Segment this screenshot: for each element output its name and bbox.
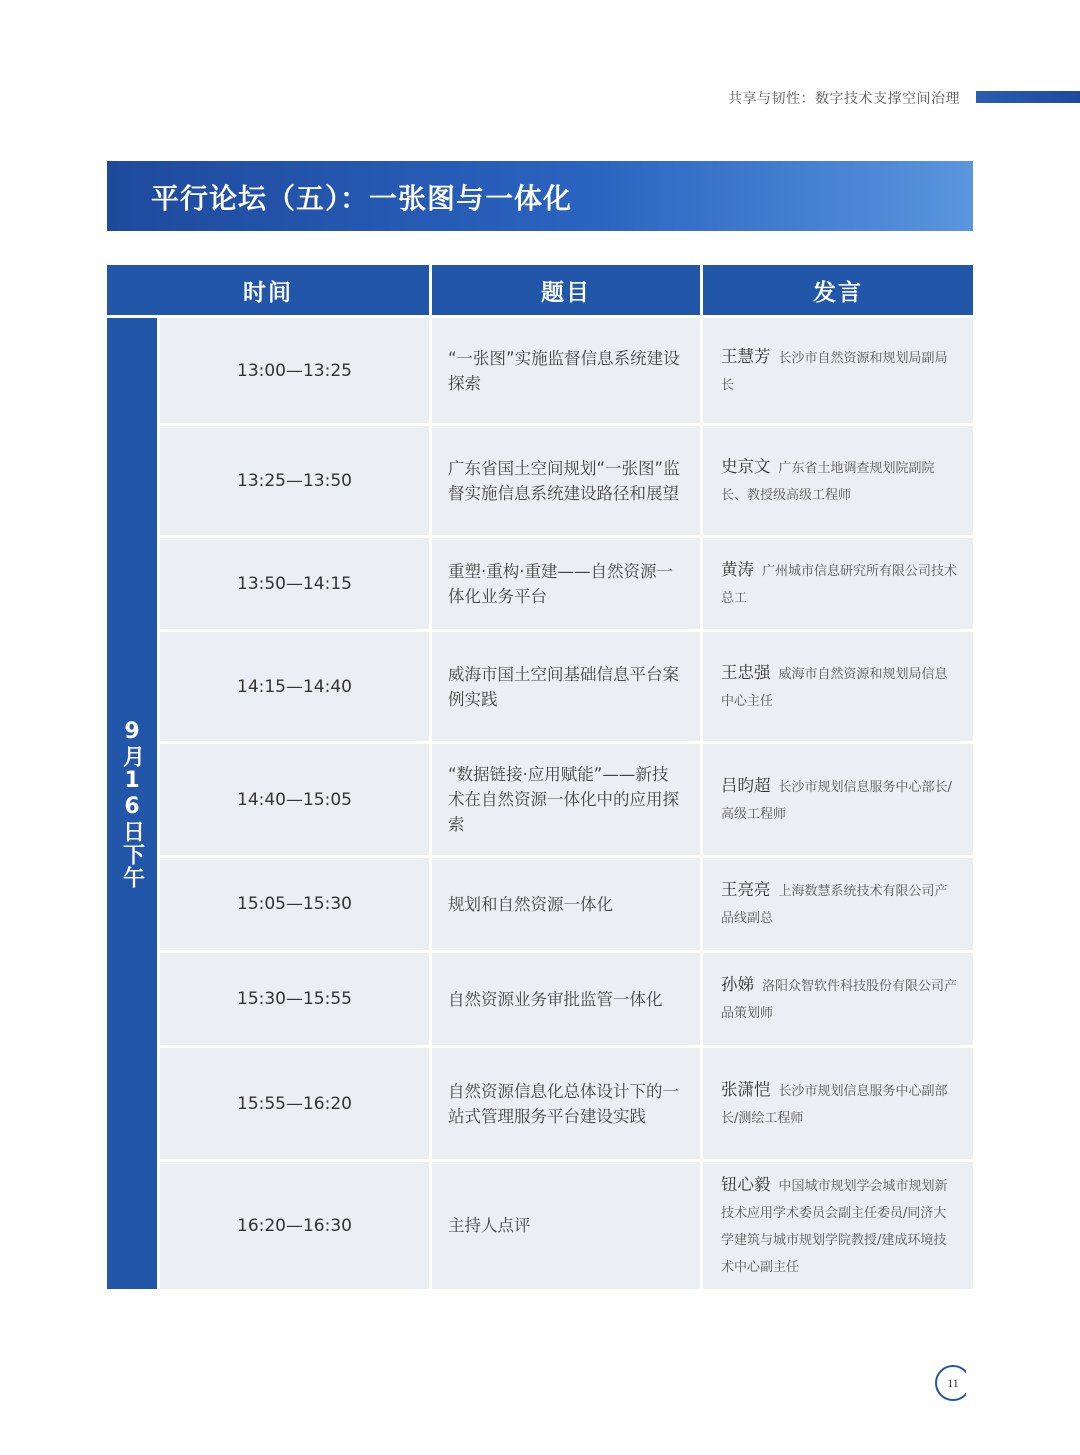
row-topic: 主持人点评	[432, 1162, 700, 1289]
table-rows	[160, 318, 973, 1289]
speaker-title: 长沙市自然资源和规划局副局长	[721, 350, 948, 393]
speaker-title: 长沙市规划信息服务中心副部长/测绘工程师	[721, 1083, 948, 1126]
date-column	[107, 318, 157, 1289]
table-row	[160, 953, 973, 1045]
table-row	[160, 1048, 973, 1159]
row-topic: 重塑·重构·重建——自然资源一体化业务平台	[432, 538, 700, 629]
header-accent-bar	[976, 91, 1080, 103]
row-topic: 广东省国土空间规划“一张图”监督实施信息系统建设路径和展望	[432, 426, 700, 535]
speaker-name: 钮心毅	[721, 1174, 771, 1194]
speaker-name: 吕昀超	[721, 775, 771, 795]
header-speaker: 发言	[703, 265, 973, 315]
table-row	[160, 426, 973, 535]
row-time: 13:25—13:50	[160, 426, 429, 535]
row-speaker	[703, 318, 973, 423]
speaker-title: 威海市自然资源和规划局信息中心主任	[721, 666, 948, 709]
row-speaker	[703, 1048, 973, 1159]
row-time: 15:05—15:30	[160, 858, 429, 950]
row-speaker	[703, 1162, 973, 1289]
row-speaker	[703, 744, 973, 855]
row-topic: 威海市国土空间基础信息平台案例实践	[432, 632, 700, 741]
schedule-table	[107, 265, 973, 1289]
row-time: 15:55—16:20	[160, 1048, 429, 1159]
section-title-band	[107, 161, 973, 231]
speaker-title: 中国城市规划学会城市规划新技术应用学术委员会副主任委员/同济大学建筑与城市规划学院教授/建成环境技术中心副主任	[721, 1178, 948, 1275]
row-time: 15:30—15:55	[160, 953, 429, 1045]
speaker-name: 张潇恺	[721, 1079, 771, 1099]
table-row	[160, 632, 973, 741]
table-row	[160, 1162, 973, 1289]
header-time: 时间	[107, 265, 429, 315]
header-topic: 题目	[432, 265, 700, 315]
row-speaker	[703, 858, 973, 950]
row-time: 16:20—16:30	[160, 1162, 429, 1289]
table-row	[160, 538, 973, 629]
row-speaker	[703, 538, 973, 629]
speaker-name: 史京文	[721, 456, 771, 476]
table-row	[160, 858, 973, 950]
speaker-name: 王亮亮	[721, 880, 771, 899]
row-topic: 自然资源信息化总体设计下的一站式管理服务平台建设实践	[432, 1048, 700, 1159]
row-speaker	[703, 426, 973, 535]
speaker-name: 黄涛	[721, 559, 754, 579]
table-row	[160, 318, 973, 423]
speaker-name: 王忠强	[721, 662, 771, 682]
speaker-title: 长沙市规划信息服务中心部长/高级工程师	[721, 779, 952, 822]
date-label: 9月16日下午	[119, 718, 145, 889]
page-number: 11	[935, 1365, 971, 1401]
speaker-name: 王慧芳	[721, 346, 771, 366]
row-speaker	[703, 632, 973, 741]
row-time: 14:15—14:40	[160, 632, 429, 741]
section-title: 平行论坛（五）：一张图与一体化	[151, 182, 573, 215]
speaker-title: 洛阳众智软件科技股份有限公司产品策划师	[721, 979, 958, 1021]
row-topic: 规划和自然资源一体化	[432, 858, 700, 950]
row-topic: 自然资源业务审批监管一体化	[432, 953, 700, 1045]
row-speaker	[703, 953, 973, 1045]
table-header	[107, 265, 973, 315]
row-time: 14:40—15:05	[160, 744, 429, 855]
table-row	[160, 744, 973, 855]
row-topic: “数据链接·应用赋能”——新技术在自然资源一体化中的应用探索	[432, 744, 700, 855]
speaker-title: 上海数慧系统技术有限公司产品线副总	[721, 884, 948, 926]
speaker-title: 广东省土地调查规划院副院长、教授级高级工程师	[721, 460, 935, 503]
running-head: 共享与韧性：数字技术支撑空间治理	[728, 91, 960, 107]
row-topic: “一张图”实施监督信息系统建设探索	[432, 318, 700, 423]
speaker-name: 孙娣	[721, 975, 754, 994]
speaker-title: 广州城市信息研究所有限公司技术总工	[721, 563, 958, 606]
row-time: 13:50—14:15	[160, 538, 429, 629]
table-body	[107, 318, 973, 1289]
row-time: 13:00—13:25	[160, 318, 429, 423]
